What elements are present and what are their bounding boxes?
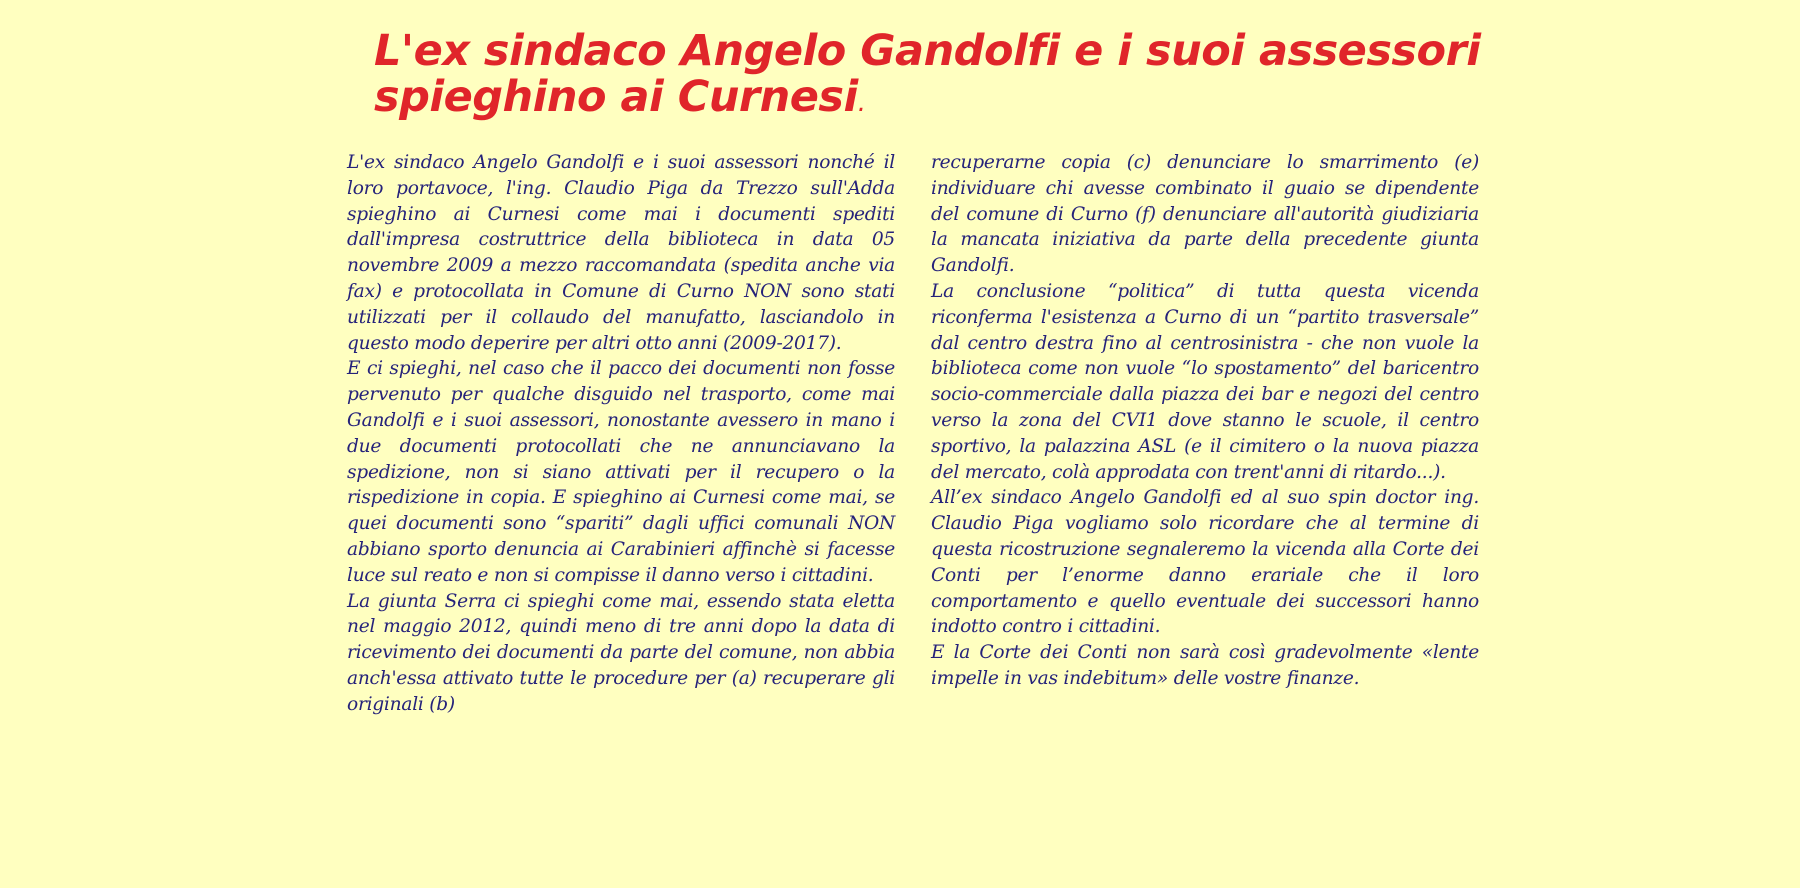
- title-line-1: L'ex sindaco Angelo Gandolfi e i suoi assessori: [374, 26, 1481, 76]
- paragraph-left-1: L'ex sindaco Angelo Gandolfi e i suoi assessori nonché il loro portavoce, l'ing. Claudio Piga da Trezzo sull'Adda spieghino ai Curnesi come mai i documenti spediti dall'impresa costruttrice della biblioteca in data 05 novembre 2009 a mezzo raccomandata (spedita anche via fax) e protocollata in Comune di Curno NON sono stati utilizzati per il collaudo del manufatto, lasciandolo in questo modo deperire per altri otto anni (2009-2017).: [347, 152, 895, 354]
- title-line-2: spieghino ai Curnesi: [374, 72, 858, 122]
- paragraph-right-4: E la Corte dei Conti non sarà così gradevolmente «lente impelle in vas indebitum» delle vostre finanze.: [931, 642, 1479, 689]
- paragraph-right-2: La conclusione “politica” di tutta questa vicenda riconferma l'esistenza a Curno di un “partito trasversale” dal centro destra fino al centrosinistra - che non vuole la biblioteca come non vuole “lo spostamento” del baricentro socio-commerciale dalla piazza dei bar e negozi del centro verso la zona del CVI1 dove stanno le scuole, il centro sportivo, la palazzina ASL (e il cimitero o la nuova piazza del mercato, colà approdata con trent'anni di ritardo...).: [931, 280, 1479, 483]
- article-column-right: [931, 150, 1479, 692]
- title-period: .: [857, 88, 866, 118]
- page-title: [374, 28, 1494, 126]
- paragraph-left-3: La giunta Serra ci spieghi come mai, essendo stata eletta nel maggio 2012, quindi meno di tre anni dopo la data di ricevimento dei documenti da parte del comune, non abbia anch'essa attivato tutte le procedure per (a) recuperare gli originali (b): [347, 590, 895, 715]
- paragraph-left-2: E ci spieghi, nel caso che il pacco dei documenti non fosse pervenuto per qualche disguido nel trasporto, come mai Gandolfi e i suoi assessori, nonostante avessero in mano i due documenti protocollati che ne annunciavano la spedizione, non si siano attivati per il recupero o la rispedizione in copia. E spieghino ai Curnesi come mai, se quei documenti sono “spariti” dagli uffici comunali NON abbiano sporto denuncia ai Carabinieri affinchè si facesse luce sul reato e non si compisse il danno verso i cittadini.: [347, 358, 895, 586]
- article-column-left: [347, 150, 895, 718]
- paragraph-right-1: recuperarne copia (c) denunciare lo smarrimento (e) individuare chi avesse combinato il guaio se dipendente del comune di Curno (f) denunciare all'autorità giudiziaria la mancata iniziativa da parte della precedente giunta Gandolfi.: [931, 152, 1479, 277]
- paragraph-right-3: All’ex sindaco Angelo Gandolfi ed al suo spin doctor ing. Claudio Piga vogliamo solo ricordare che al termine di questa ricostruzione segnaleremo la vicenda alla Corte dei Conti per l’enorme danno erariale che il loro comportamento e quello eventuale dei successori hanno indotto contro i cittadini.: [931, 487, 1479, 638]
